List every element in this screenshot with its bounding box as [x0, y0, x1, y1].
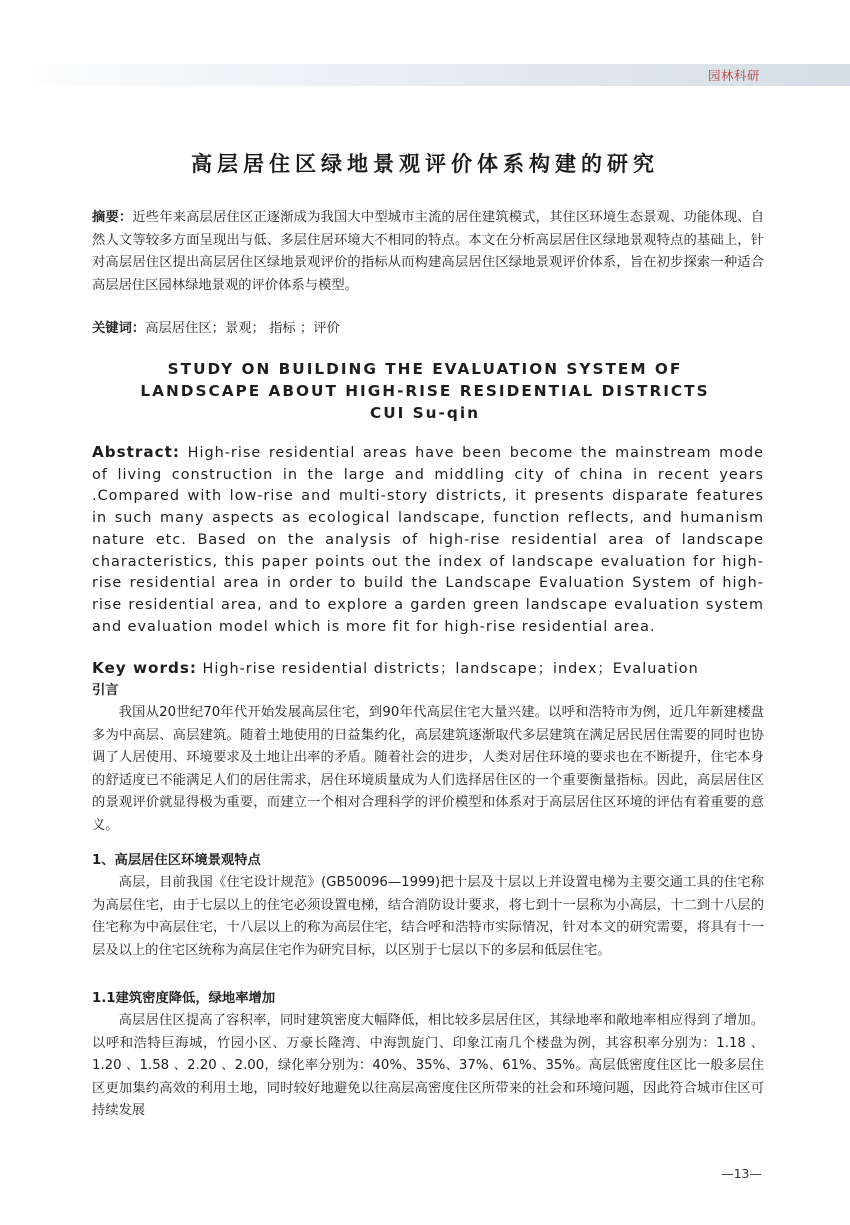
keywords-cn-text: 高层居住区；景观； 指标 ；评价: [145, 321, 340, 336]
paragraph: 高层，目前我国《住宅设计规范》(GB50096—1999)把十层及十层以上并设置电梯为主要交通工具的住宅称为高层住宅，由于七层以上的住宅必须设置电梯，结合消防设计要求，将七到十一层称为小高层，十二到十八层的住宅称为中高层住宅，十八层以上的称为高层住宅，结合呼和浩特市实际情况，针对本文的研究需要，将具有十一层及以上的住宅区统称为高层住宅作为研究目标，以区别于七层以下的多层和低层住宅。: [92, 875, 764, 958]
keywords-cn: [92, 318, 764, 341]
abstract-cn-label: 摘要：: [92, 210, 133, 225]
journal-section-label: 园林科研: [707, 68, 760, 83]
page-number: —13—: [721, 1166, 762, 1181]
author: CUI Su-qin: [369, 404, 480, 422]
keywords-en-text: High-rise residential districts；landscape；index；Evaluation: [202, 661, 699, 677]
abstract-cn: [92, 207, 764, 297]
keywords-en-label: Key words:: [92, 659, 197, 677]
abstract-cn-text: 近些年来高层居住区正逐渐成为我国大中型城市主流的居住建筑模式，其住区环境生态景观、功能体现、自然人文等较多方面呈现出与低、多层住居环境大不相同的特点。本文在分析高层居住区绿地景观特点的基础上，针对高层居住区提出高层居住区绿地景观评价的指标从而构建高层居住区绿地景观评价体系，旨在初步探索一种适合高层居住区园林绿地景观的评价体系与模型。: [92, 210, 765, 293]
section-heading: 1.1建筑密度降低，绿地率增加: [92, 991, 276, 1006]
paragraph: 我国从20世纪70年代开始发展高层住宅，到90年代高层住宅大量兴建。以呼和浩特市为例，近几年新建楼盘多为中高层、高层建筑。随着土地使用的日益集约化，高层建筑逐渐取代多层建筑在满足居民居住需要的同时也协调了人居使用、环境要求及土地让出率的矛盾。随着社会的进步，人类对居住环境的要求也在不断提升，住宅本身的舒适度已不能满足人们的居住需求，居住环境质量成为人们选择居住区的一个重要衡量指标。因此，高层居住区的景观评价就显得极为重要，而建立一个相对合理科学的评价模型和体系对于高层居住区环境的评估有着重要的意义。: [92, 705, 764, 833]
keywords-en: [92, 658, 764, 681]
section-1: [92, 850, 764, 962]
english-title: [0, 358, 850, 424]
abstract-en: [92, 442, 764, 638]
english-title-line2: LANDSCAPE ABOUT HIGH-RISE RESIDENTIAL DISTRICTS: [140, 382, 710, 400]
section-heading: 1、高层居住区环境景观特点: [92, 853, 261, 868]
section-heading: 引言: [92, 683, 119, 698]
english-title-line1: STUDY ON BUILDING THE EVALUATION SYSTEM OF: [167, 360, 683, 378]
section-1-1: [92, 988, 764, 1123]
abstract-en-label: Abstract:: [92, 443, 181, 461]
paragraph: 高层居住区提高了容积率，同时建筑密度大幅降低，相比较多层居住区，其绿地率和敞地率相应得到了增加。以呼和浩特巨海城，竹园小区、万豪长隆湾、中海凯旋门、印象江南几个楼盘为例，其容积率分别为：1.18 、1.20 、1.58 、2.20 、2.00，绿化率分别为：40%、35%、37%、61%、35%。高层低密度住区比一般多层住区更加集约高效的利用土地，同时较好地避免以往高层高密度住区所带来的社会和环境问题，因此符合城市住区可持续发展: [92, 1013, 764, 1119]
page-title: 高层居住区绿地景观评价体系构建的研究: [191, 152, 659, 176]
abstract-en-text: High-rise residential areas have been become the mainstream mode of living construction in the large and middling city of china in recent years .Compared with low-rise and multi-story districts, it presents disparate features in such many aspects as ecological landscape, function reflects, and humanism nature etc. Based on the analysis of high-rise residential area of landscape characteristics, this paper points out the index of landscape evaluation for high-rise residential area in order to build the Landscape Evaluation System of high-rise residential area, and to explore a garden green landscape evaluation system and evaluation model which is more fit for high-rise residential area.: [92, 445, 764, 635]
keywords-cn-label: 关键词：: [92, 321, 146, 336]
section-intro: [92, 680, 764, 838]
